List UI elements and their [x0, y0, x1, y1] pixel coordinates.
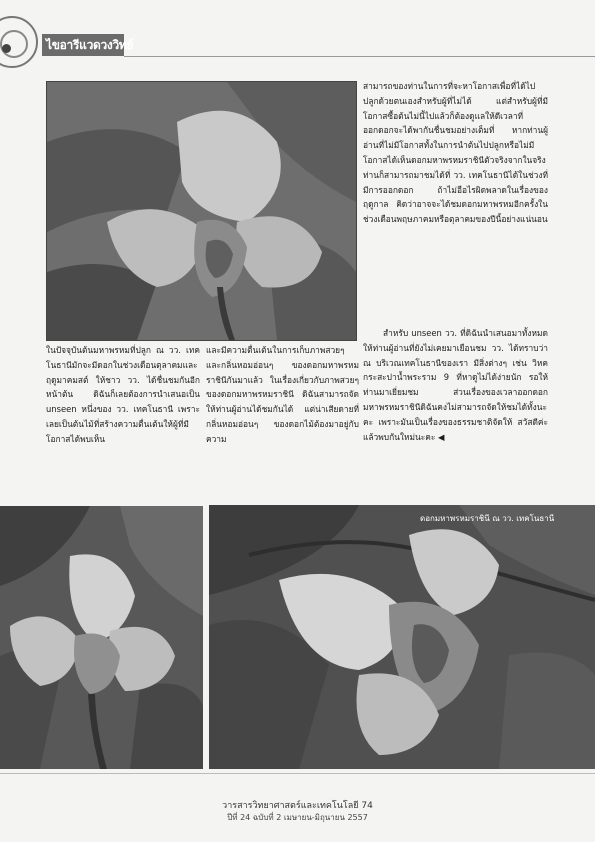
article-column-right-top: [363, 79, 548, 227]
header-circle-ornament: [0, 16, 38, 68]
footer-rule: [0, 773, 595, 774]
orchid-flower-photo-main: [46, 81, 357, 341]
article-paragraph: สำหรับ unseen วว. ที่ดิฉันนำเสนอมาทั้งหมดให้ท่านผู้อ่านที่ยังไม่เคยมาเยือนชม วว. ได้ทราบว่า ณ บริเวณเทคโนธานีของเรา มีสิ่งต่างๆ เช่น วิหคกระสะปาน้ำพระราม 9 ที่หาดูไม่ได้ง่ายนัก รอให้ท่านมาเยี่ยมชม ส่วนเรื่องของเวลาออกดอกมหาพรหมราชินีดิฉันคงไม่สามารถจัดให้ชมได้ทั้งนะคะ เพราะมันเป็นเรื่องของธรรมชาติจัดให้ สวัสดีค่ะ แล้วพบกันใหม่นะคะ ◀: [363, 328, 548, 442]
section-title: ไขอารีแวดวงวิทย์: [46, 38, 134, 52]
header-dot-ornament: [2, 44, 11, 53]
orchid-flower-photo-right: [209, 505, 595, 769]
orchid-flower-photo-left: [0, 506, 203, 769]
article-paragraph: สามารถของท่านในการที่จะหาโอกาสเพื่อที่ได้ไปปลูกด้วยตนเองสำหรับผู้ที่ไม่ได้ แต่สำหรับผู้ที่มีโอกาสซื้อต้นไม่นี้ไปแล้วก็ต้องดูแลให้ดีเวลาที่ออกดอกจะได้พากันชื่นชมอย่างเต็มที่ หากท่านผู้อ่านที่ไม่มีโอกาสทั้งในการนำต้นไปปลูกหรือไม่มีโอกาสได้เห็นดอกมหาพรหมราชินีตัวจริงจากในจริงท่านก็สามารถมาชมได้ที่ วว. เทคโนธานีได้ในช่วงที่มีการออกดอก ถ้าไม่อือไรผิดพลาดในเรื่องของฤดูกาล คิดว่าอาจจะได้ชมดอกมหาพรหมอีกครั้งในช่วงเดือนพฤษภาคมหรือตุลาคมของปีนี้อย่างแน่นอน: [363, 81, 548, 225]
article-paragraph: ในปัจจุบันต้นมหาพรหมที่ปลูก ณ วว. เทคโนธานีมักจะมีดอกในช่วงเดือนตุลาคมและฤดูมาคมสต์ ให้ชาว วว. ได้ชื่นชมกันอีกหน้าต้น ดิฉันก็เลยต้องการนำเสนอเป็น unseen หนึ่งของ วว. เทคโนธานี เพราะเลยเป็นต้นไม้ที่สร้างความตื่นเต้นให้ผู้ที่มีโอกาสได้พบเห็น: [46, 345, 200, 444]
article-column-left: [46, 343, 200, 447]
article-paragraph: และมีความตื่นเต้นในการเก็บภาพสวยๆ และกลิ่นหอมอ่อนๆ ของดอกมหาพรหมราชินีกันมาแล้ว ในเรื่องเกี่ยวกับภาพสวยๆ ของดอกมหาพรหมราชินี ดิฉันสามารถจัดให้ท่านผู้อ่านได้ชมกันได้ แต่น่าเสียดายที่กลิ่นหอมอ่อนๆ ของดอกไม้ต้องมาอยู่กับความ: [206, 345, 359, 444]
photo-caption: ดอกมหาพรหมราชินี ณ วว. เทคโนธานี: [420, 514, 555, 523]
header-rule: [124, 56, 595, 57]
article-column-middle: [206, 343, 359, 447]
article-column-right-bottom: [363, 326, 548, 444]
journal-name-page-number: วารสารวิทยาศาสตร์และเทคโนโลยี 74: [222, 801, 373, 811]
journal-issue-info: ปีที่ 24 ฉบับที่ 2 เมษายน-มิถุนายน 2557: [227, 813, 368, 822]
